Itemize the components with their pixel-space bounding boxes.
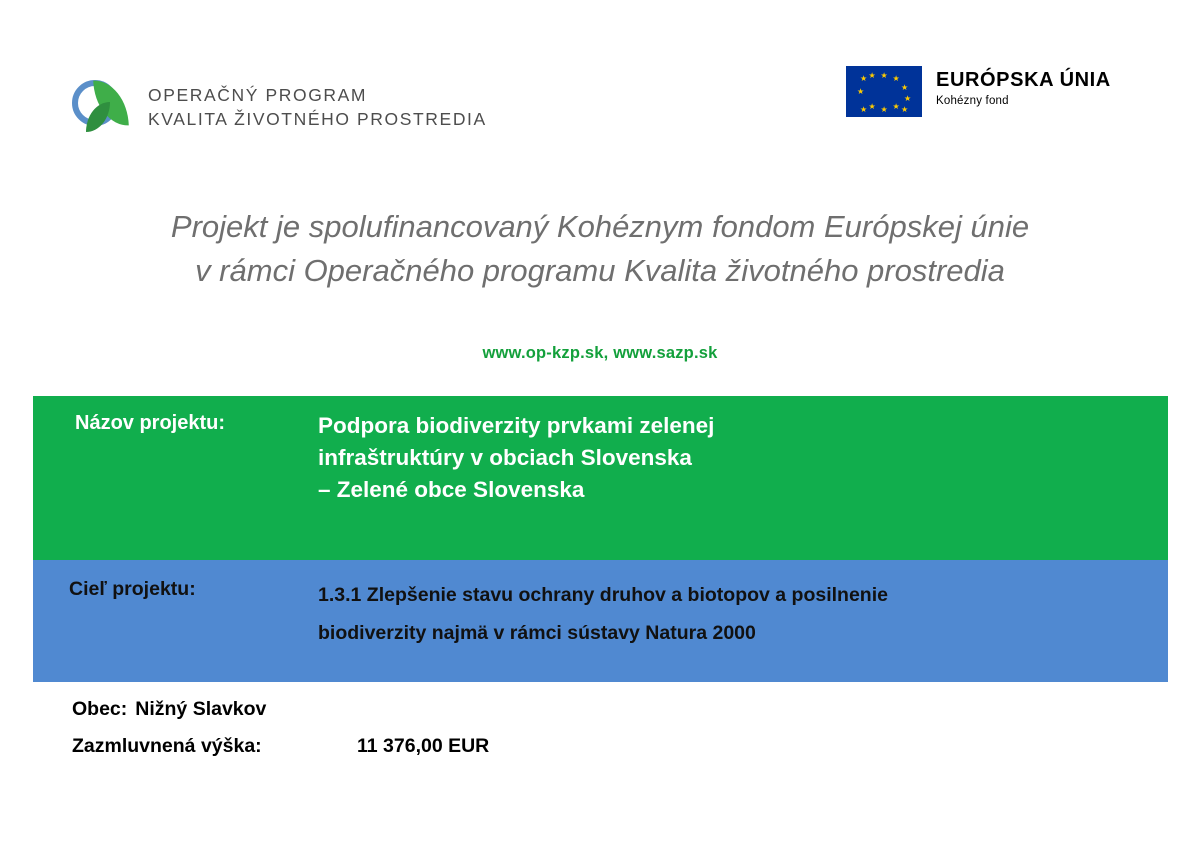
table-row [33, 396, 1168, 560]
project-goal-line1: 1.3.1 Zlepšenie stavu ochrany druhov a biotopov a posilnenie [318, 584, 888, 606]
project-name-line3: – Zelené obce Slovenska [318, 477, 585, 503]
municipality-value: Nižný Slavkov [135, 698, 267, 720]
eu-logo [846, 66, 1111, 117]
municipality-label: Obec: [72, 698, 128, 720]
project-name-line1: Podpora biodiverzity prvkami zelenej [318, 413, 715, 438]
municipality-row [72, 698, 489, 721]
project-goal-line2: biodiverzity najmä v rámci sústavy Natura 2000 [318, 622, 756, 645]
project-name-label: Názov projektu: [75, 412, 226, 434]
contracted-amount-label: Zazmluvnená výška: [72, 735, 262, 757]
op-kzp-logo-line1: OPERAČNÝ PROGRAM [148, 84, 368, 105]
contracted-amount-row [72, 735, 489, 758]
eu-logo-text [936, 66, 1111, 107]
eu-flag-icon: ★ ★ ★ ★ ★ ★ ★ ★ ★ ★ ★ ★ [846, 66, 922, 117]
op-kzp-logo [72, 78, 487, 136]
funding-statement-line1: Projekt je spolufinancovaný Kohéznym fondom Európskej únie [170, 209, 1030, 244]
project-goal-value [318, 576, 1168, 652]
table-row [33, 560, 1168, 682]
eu-logo-subtitle: Kohézny fond [936, 95, 1009, 107]
document-header [0, 0, 1200, 160]
project-name-line2: infraštruktúry v obciach Slovenska [318, 445, 692, 471]
eu-logo-title: EURÓPSKA ÚNIA [936, 69, 1111, 91]
project-name-value [318, 410, 1168, 507]
project-info-table [33, 396, 1168, 682]
funding-statement-line2: v rámci Operačného programu Kvalita životného prostredia [195, 253, 1005, 289]
op-kzp-leaf-logo-icon [72, 78, 134, 136]
website-links[interactable]: www.op-kzp.sk, www.sazp.sk [482, 344, 718, 362]
op-kzp-logo-line2: KVALITA ŽIVOTNÉHO PROSTREDIA [148, 109, 487, 129]
project-details [72, 698, 489, 772]
funding-statement [0, 205, 1200, 293]
contracted-amount-value: 11 376,00 EUR [357, 735, 490, 757]
project-goal-label: Cieľ projektu: [69, 578, 196, 600]
op-kzp-logo-text [148, 83, 487, 131]
